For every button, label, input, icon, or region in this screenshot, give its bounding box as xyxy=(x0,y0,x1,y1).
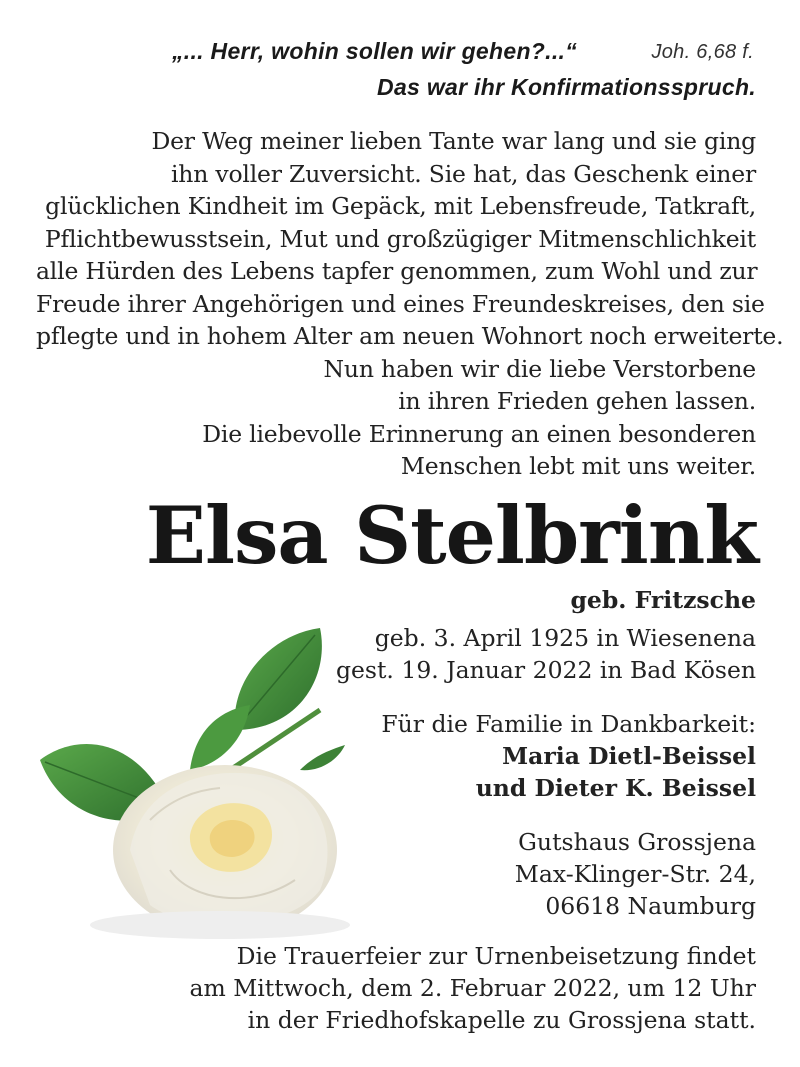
family-intro: Für die Familie in Dankbarkeit: xyxy=(381,710,756,738)
white-rose-image xyxy=(20,620,360,950)
tribute-line: Menschen lebt mit uns weiter. xyxy=(400,452,756,480)
tribute-line: alle Hürden des Lebens tapfer genommen, zum Wohl und zur xyxy=(36,257,758,285)
tribute-line: ihn voller Zuversicht. Sie hat, das Geschenk einer xyxy=(170,159,756,188)
funeral-line: am Mittwoch, dem 2. Februar 2022, um 12 Uhr xyxy=(189,974,756,1002)
address xyxy=(515,826,756,922)
tribute-text xyxy=(36,125,784,483)
maiden-name: geb. Fritzsche xyxy=(570,586,756,614)
tribute-line: Freude ihrer Angehörigen und eines Freundeskreises, den sie xyxy=(36,289,765,318)
address-line: 06618 Naumburg xyxy=(545,892,756,920)
tribute-line: Der Weg meiner lieben Tante war lang und sie ging xyxy=(151,127,756,155)
birth-date: geb. 3. April 1925 in Wiesenena xyxy=(374,624,756,652)
verse-reference: Joh. 6,68 f. xyxy=(651,41,754,63)
tribute-line: in ihren Frieden gehen lassen. xyxy=(398,387,756,415)
tribute-line: pflegte und in hohem Alter am neuen Wohnort noch erweiterte. xyxy=(36,322,784,350)
life-dates xyxy=(336,622,756,686)
funeral-line: Die Trauerfeier zur Urnenbeisetzung findet xyxy=(236,942,756,970)
confirmation-note: Das war ihr Konfirmationsspruch. xyxy=(377,74,756,100)
tribute-line: glücklichen Kindheit im Gepäck, mit Lebensfreude, Tatkraft, xyxy=(45,192,756,220)
leaf-small xyxy=(300,745,345,770)
tribute-line: Pflichtbewusstsein, Mut und großzügiger Mitmenschlichkeit xyxy=(44,224,756,253)
funeral-info xyxy=(189,940,756,1036)
funeral-line: in der Friedhofskapelle zu Grossjena statt. xyxy=(247,1006,756,1034)
family-signature xyxy=(381,708,756,804)
verse-quote: „... Herr, wohin sollen wir gehen?...“ xyxy=(172,38,578,64)
death-date: gest. 19. Januar 2022 in Bad Kösen xyxy=(335,656,756,684)
family-member: Maria Dietl-Beissel xyxy=(502,742,756,770)
family-member: und Dieter K. Beissel xyxy=(475,774,756,802)
rose-shadow xyxy=(90,911,350,939)
address-line: Gutshaus Grossjena xyxy=(518,828,756,856)
tribute-line: Die liebevolle Erinnerung an einen besonderen xyxy=(202,419,756,448)
deceased-name: Elsa Stelbrink xyxy=(145,489,758,582)
address-line: Max-Klinger-Str. 24, xyxy=(514,860,756,888)
tribute-line: Nun haben wir die liebe Verstorbene xyxy=(323,354,756,383)
